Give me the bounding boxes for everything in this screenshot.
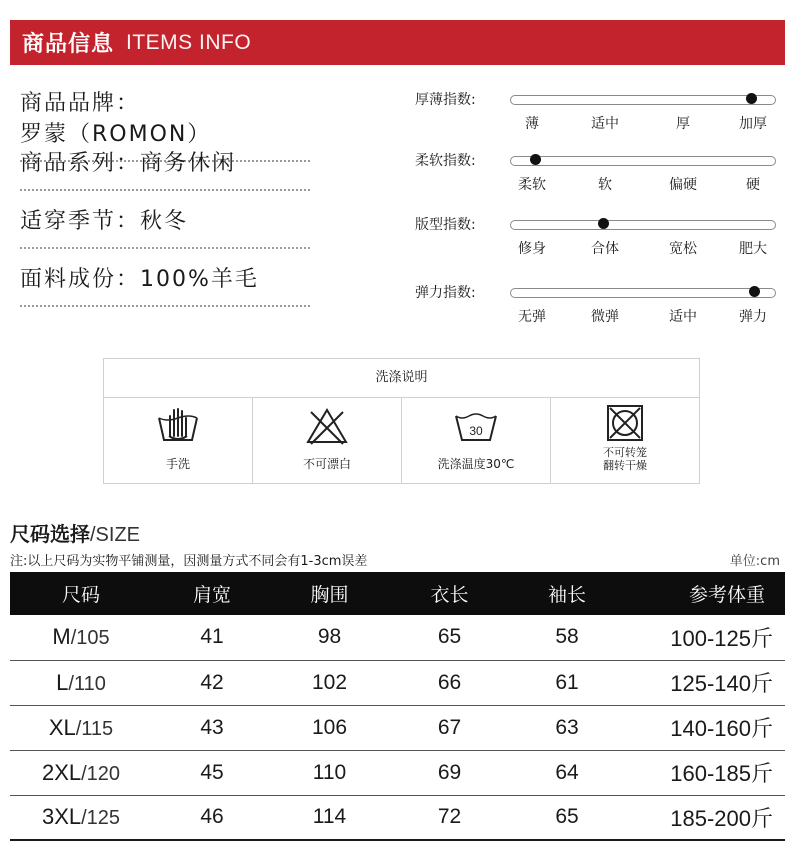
index-tick: 合体 <box>591 241 619 257</box>
weight-cell: 125-140斤 <box>622 660 785 705</box>
wash-temperature-text: 30 <box>469 424 483 438</box>
size-height: /105 <box>70 627 110 650</box>
sleeve-cell: 64 <box>512 750 622 795</box>
index-softness <box>415 150 785 200</box>
header-cell: 肩宽 <box>152 572 272 615</box>
hand-wash-icon <box>155 406 201 446</box>
length-cell: 67 <box>387 705 512 750</box>
size-cell <box>10 660 152 705</box>
chest-cell: 114 <box>272 795 387 840</box>
index-track <box>510 156 776 166</box>
sleeve-cell: 58 <box>512 615 622 660</box>
size-table-header <box>10 572 785 615</box>
wash-item-no-tumble-dry <box>551 398 699 484</box>
index-tick: 适中 <box>669 309 697 325</box>
table-row <box>10 750 785 795</box>
header-cell: 参考体重 <box>622 572 785 615</box>
index-label: 厚薄指数: <box>415 92 476 108</box>
length-cell: 66 <box>387 660 512 705</box>
size-code: L <box>56 669 69 695</box>
sleeve-cell: 65 <box>512 795 622 840</box>
index-tick: 修身 <box>518 241 546 257</box>
chest-cell: 110 <box>272 750 387 795</box>
index-track <box>510 95 776 105</box>
index-tick: 软 <box>598 177 612 193</box>
wash-item-label-line1: 不可转笼 <box>603 446 647 459</box>
unit-label: 单位:cm <box>729 554 780 569</box>
washing-instructions <box>103 358 700 484</box>
length-cell: 69 <box>387 750 512 795</box>
shoulder-cell: 41 <box>152 615 272 660</box>
index-tick: 肥大 <box>739 241 767 257</box>
index-label: 弹力指数: <box>415 285 476 301</box>
sleeve-cell: 63 <box>512 705 622 750</box>
shoulder-cell: 43 <box>152 705 272 750</box>
wash-item-label: 手洗 <box>165 457 190 471</box>
size-table <box>10 572 785 841</box>
index-label: 柔软指数: <box>415 153 476 169</box>
size-title-cn: 尺码选择 <box>10 522 90 546</box>
index-tick: 适中 <box>591 116 619 132</box>
size-height: /110 <box>68 672 106 695</box>
index-elasticity <box>415 282 785 332</box>
index-track <box>510 288 776 298</box>
index-marker <box>530 154 541 165</box>
header-cell: 胸围 <box>272 572 387 615</box>
index-fit <box>415 214 785 264</box>
index-tick: 宽松 <box>669 241 697 257</box>
size-code: 3XL <box>41 804 82 830</box>
measurement-note: 注:以上尺码为实物平铺测量，因测量方式不同会有1-3cm误差 <box>10 554 368 569</box>
chest-cell: 98 <box>272 615 387 660</box>
weight-cell: 185-200斤 <box>622 795 785 840</box>
table-row <box>10 705 785 750</box>
size-code: XL <box>48 714 76 740</box>
wash-item-hand-wash <box>104 398 253 484</box>
header-title-en: ITEMS INFO <box>126 30 252 54</box>
items-info-header <box>10 20 785 65</box>
wash-item-label-line2: 翻转干燥 <box>603 459 647 472</box>
shoulder-cell: 45 <box>152 750 272 795</box>
wash-30-icon <box>452 406 500 446</box>
info-label: 商品品牌： <box>20 91 141 116</box>
wash-item-label: 洗涤温度30℃ <box>437 457 515 471</box>
index-tick: 微弹 <box>591 309 619 325</box>
length-cell: 65 <box>387 615 512 660</box>
index-tick: 柔软 <box>518 177 546 193</box>
index-tick: 硬 <box>746 177 760 193</box>
length-cell: 72 <box>387 795 512 840</box>
index-tick: 无弹 <box>518 309 546 325</box>
chest-cell: 106 <box>272 705 387 750</box>
size-title-en: /SIZE <box>90 524 141 546</box>
index-marker <box>746 93 757 104</box>
size-cell <box>10 705 152 750</box>
index-marker <box>749 286 760 297</box>
info-label: 适穿季节： <box>20 209 141 234</box>
size-code: 2XL <box>41 759 82 785</box>
no-bleach-icon <box>305 406 349 446</box>
info-value: 罗蒙（ROMON） <box>20 122 212 147</box>
info-row-series <box>20 146 310 191</box>
size-height: /125 <box>81 807 121 830</box>
wash-item-label: 不可漂白 <box>302 457 351 471</box>
size-code: M <box>52 624 71 650</box>
size-height: /120 <box>81 762 121 785</box>
header-cell: 袖长 <box>512 572 622 615</box>
chest-cell: 102 <box>272 660 387 705</box>
header-cell: 衣长 <box>387 572 512 615</box>
header-cell: 尺码 <box>10 572 152 615</box>
no-tumble-dry-icon <box>605 403 645 443</box>
size-cell <box>10 750 152 795</box>
size-height: /115 <box>75 717 114 740</box>
shoulder-cell: 46 <box>152 795 272 840</box>
shoulder-cell: 42 <box>152 660 272 705</box>
header-title-cn: 商品信息 <box>22 32 115 57</box>
info-value: 秋冬 <box>140 209 189 234</box>
table-row <box>10 615 785 660</box>
weight-cell: 160-185斤 <box>622 750 785 795</box>
weight-cell: 140-160斤 <box>622 705 785 750</box>
size-cell <box>10 795 152 840</box>
sleeve-cell: 61 <box>512 660 622 705</box>
table-row <box>10 795 785 840</box>
index-tick: 加厚 <box>739 116 767 132</box>
index-tick: 薄 <box>525 116 539 132</box>
info-label: 面料成份： <box>20 267 141 292</box>
size-section-title <box>10 518 140 547</box>
index-tick: 偏硬 <box>669 177 697 193</box>
wash-item-temperature <box>402 398 551 484</box>
info-label: 商品系列： <box>20 151 141 176</box>
info-value: 100%羊毛 <box>140 267 259 292</box>
info-row-season <box>20 204 310 249</box>
info-value: 商务休闲 <box>140 151 237 176</box>
size-cell <box>10 615 152 660</box>
index-track <box>510 220 776 230</box>
wash-item-label <box>551 446 699 472</box>
washing-title: 洗涤说明 <box>104 359 699 398</box>
index-marker <box>598 218 609 229</box>
info-row-fabric <box>20 262 310 307</box>
wash-item-no-bleach <box>253 398 402 484</box>
table-row <box>10 660 785 705</box>
index-thickness <box>415 89 785 139</box>
index-label: 版型指数: <box>415 217 476 233</box>
weight-cell: 100-125斤 <box>622 615 785 660</box>
index-tick: 弹力 <box>739 309 767 325</box>
index-tick: 厚 <box>676 116 690 132</box>
